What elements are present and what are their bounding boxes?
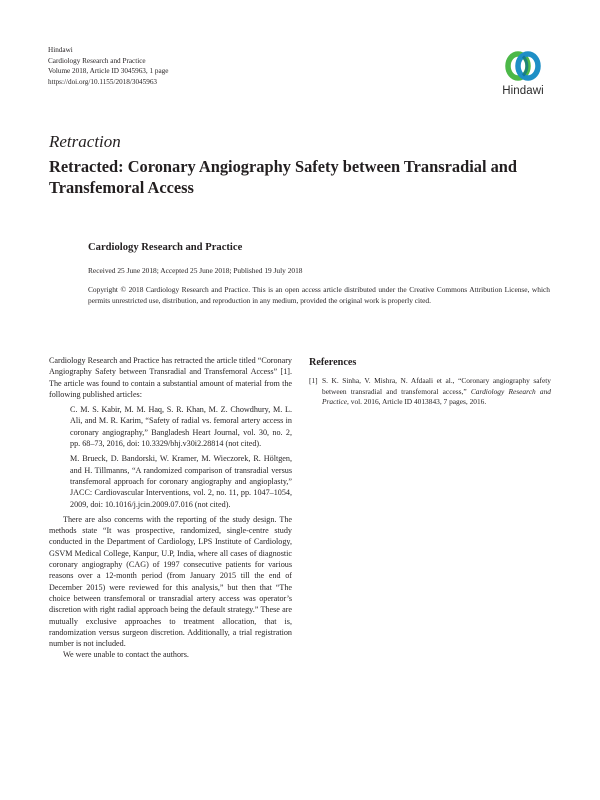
references-heading: References [309,357,357,368]
article-author: Cardiology Research and Practice [88,242,243,253]
hindawi-logo [494,48,552,97]
concerns-paragraph: There are also concerns with the reporting of the study design. The methods state “It was prospective, randomized, single-centre study conducted in the Department of Cardiology, LPS Institute of Cardiology, GSVM Medical College, Kanpur, U.P, India, where all cases of diagnostic coronary angiography (CAG) of 1997 consecutive patients for various reasons over a 12-month period (from January 2015 till the end of December 2015) were reviewed for this analysis,” but then that “The choice between transfemoral or transradial artery access was operator’s discretion with right radial approach being the default strategy.” These are mutually exclusive approaches to treatment allocation, that is, randomization versus surgeon discretion. Additionally, a trial registration number is not included. [49,514,292,649]
logo-text: Hindawi [502,85,544,97]
article-kind: Retraction [49,132,121,151]
body-column [49,355,292,661]
reference-journal: Cardiology Research and Practice [322,386,551,407]
reference-text [322,376,551,408]
copyright-notice: Copyright © 2018 Cardiology Research and Practice. This is an open access article distributed under the Creative Commons Attribution License, which permits unrestricted use, distribution, and reproduction in any medium, provided the original work is properly cited. [88,285,550,305]
reference-number: [1] [309,376,318,385]
reference-details: , vol. 2016, Article ID 4013843, 7 pages, 2016. [347,397,487,407]
intro-paragraph: Cardiology Research and Practice has retracted the article titled “Coronary Angiography Safety between Transradial and Transfemoral Access” [1]. The article was found to contain a substantial amount of material from the following published articles: [49,356,292,399]
reference-item [309,376,551,408]
plagiarized-sources-list [49,404,292,510]
closing-paragraph: We were unable to contact the authors. [63,650,189,660]
publisher-name: Hindawi [48,46,73,54]
source-item: C. M. S. Kabir, M. M. Haq, S. R. Khan, M. Z. Chowdhury, M. L. Ali, and M. R. Karim, “Safety of radial vs. femoral artery access in coronary angiography,” Bangladesh Heart Journal, vol. 30, no. 2, pp. 68–73, 2016, doi: 10.3329/bhj.v30i2.28814 (not cited). [70,405,292,449]
article-title: Retracted: Coronary Angiography Safety between Transradial and Transfemoral Access [49,157,518,197]
article-dates: Received 25 June 2018; Accepted 25 June 2018; Published 19 July 2018 [88,266,303,275]
reference-authors-title: S. K. Sinha, V. Mishra, N. Afdaali et al., “Coronary angiography safety between transradial and transfemoral access,” [322,376,551,396]
source-item: M. Brueck, D. Bandorski, W. Kramer, M. Wieczorek, R. Höltgen, and H. Tillmanns, “A randomized comparison of transradial versus transfemoral approach for coronary angiography and angioplasty,” JACC: Cardiovascular Interventions, vol. 2, no. 11, pp. 1047–1054, 2009, doi: 10.1016/j.jcin.2009.07.016 (not cited). [70,454,292,509]
volume-line: Volume 2018, Article ID 3045963, 1 page [48,67,169,76]
references-section [309,357,551,408]
hindawi-logo-icon [503,48,543,84]
header-meta [48,45,168,87]
doi-link[interactable]: https://doi.org/10.1155/2018/3045963 [48,77,158,86]
journal-name: Cardiology Research and Practice [48,56,146,65]
